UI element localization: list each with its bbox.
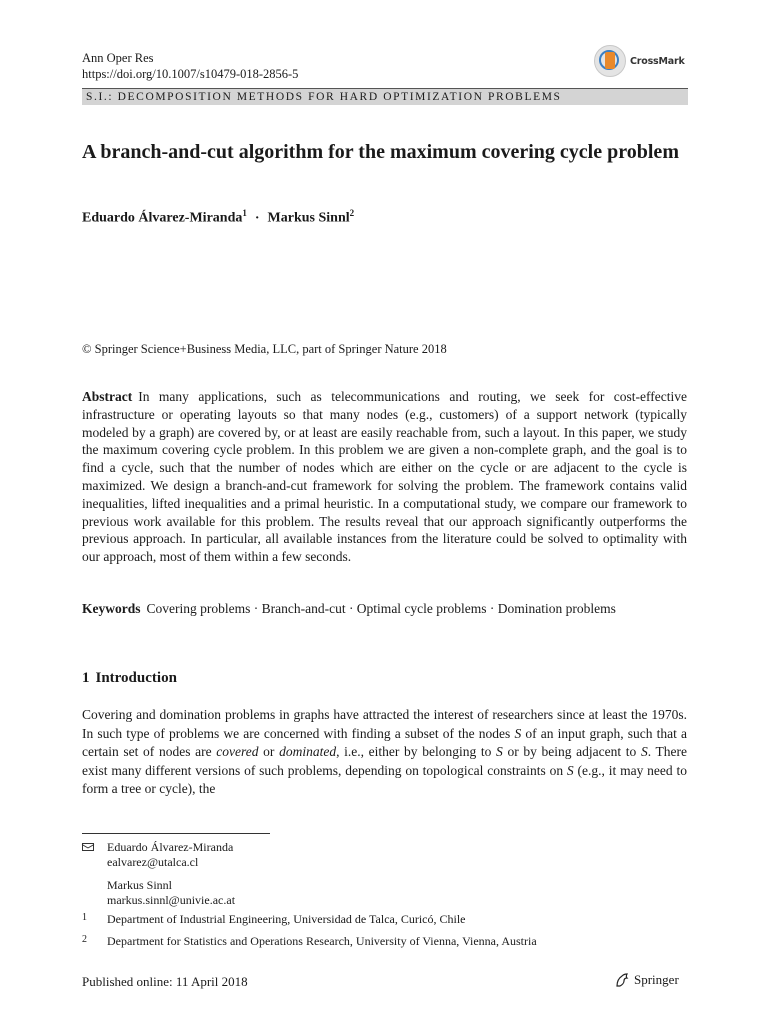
author-list xyxy=(82,208,354,227)
section-title: Introduction xyxy=(95,670,177,686)
intro-text: or xyxy=(258,744,280,759)
contact-email[interactable]: markus.sinnl@univie.ac.at xyxy=(107,893,236,907)
journal-name: Ann Oper Res xyxy=(82,51,154,65)
math-variable: S xyxy=(514,725,522,741)
author-name[interactable]: Markus Sinnl xyxy=(267,210,350,226)
affiliation-text: Department of Industrial Engineering, Universidad de Talca, Curicó, Chile xyxy=(107,912,466,926)
keywords-heading: Keywords xyxy=(82,601,141,616)
author-affiliation-mark: 2 xyxy=(349,208,355,218)
intro-text: , i.e., either by belonging to xyxy=(336,744,497,759)
emphasis: dominated xyxy=(279,744,337,759)
author-affiliation-mark: 1 xyxy=(242,208,247,218)
series-title: S.I.: DECOMPOSITION METHODS FOR HARD OPTIMIZATION PROBLEMS xyxy=(86,91,562,103)
intro-text: of an input graph, such that a certain set of nodes are xyxy=(82,725,687,759)
abstract xyxy=(82,388,687,566)
affiliation-number: 2 xyxy=(82,934,87,945)
crossmark-badge[interactable] xyxy=(594,44,694,78)
section-number: 1 xyxy=(82,670,90,686)
journal-header xyxy=(82,50,298,82)
intro-text: or by being adjacent to xyxy=(502,744,641,759)
affiliation-text: Department for Statistics and Operations Research, University of Vienna, Vienna, Austria xyxy=(107,934,537,948)
emphasis: covered xyxy=(216,744,259,759)
affiliation xyxy=(82,912,466,927)
author-separator: · xyxy=(254,210,260,226)
publisher-logo xyxy=(614,972,679,988)
footnote-divider xyxy=(82,833,270,834)
section-heading xyxy=(82,670,177,687)
envelope-icon xyxy=(82,843,94,851)
contact-name: Eduardo Álvarez-Miranda xyxy=(107,840,234,854)
springer-horse-icon xyxy=(614,972,630,988)
math-variable: S xyxy=(566,762,574,778)
keywords xyxy=(82,600,687,618)
intro-text: Covering and domination problems in graphs have attracted the interest of researchers since at least the 1970s. In such type of problems we are concerned with finding a subset of the nodes xyxy=(82,707,687,741)
abstract-heading: Abstract xyxy=(82,389,133,404)
publisher-name: Springer xyxy=(634,972,679,987)
doi-link[interactable]: https://doi.org/10.1007/s10479-018-2856-5 xyxy=(82,67,299,81)
paper-title: A branch-and-cut algorithm for the maximum covering cycle problem xyxy=(82,141,679,163)
published-date: Published online: 11 April 2018 xyxy=(82,974,248,989)
series-banner xyxy=(82,88,688,105)
affiliation-number: 1 xyxy=(82,912,87,923)
crossmark-icon xyxy=(594,45,626,77)
intro-text: (e.g., it may need to form a tree or cycle), the xyxy=(82,762,687,796)
keywords-text: Covering problems · Branch-and-cut · Optimal cycle problems · Domination problems xyxy=(146,601,616,616)
abstract-text: In many applications, such as telecommunications and routing, we seek for cost-effective infrastructure or operating layouts so that many nodes (e.g., customers) of a support network (typically modeled by a graph) are covered by, or at least are easily reachable from, such a layout. In this paper, we study the maximum covering cycle problem. In this problem we are given a non-complete graph, and the goal is to find a cycle, such that the number of nodes which are either on the cycle or are adjacent to the cycle is maximized. We design a branch-and-cut framework for solving the problem. The framework contains valid inequalities, lifted inequalities and a primal heuristic. In a computational study, we compare our framework to previous work available for this problem. The results reveal that our approach significantly outperforms the previous approach. In particular, all available instances from the literature could be solved to optimality with our approach, most of them within a few seconds. xyxy=(82,389,687,565)
contact-email[interactable]: ealvarez@utalca.cl xyxy=(107,855,199,869)
math-variable: S xyxy=(640,744,648,759)
copyright-notice: © Springer Science+Business Media, LLC, part of Springer Nature 2018 xyxy=(82,342,447,356)
math-variable: S xyxy=(496,744,503,759)
affiliation xyxy=(82,934,537,949)
contact-name: Markus Sinnl xyxy=(107,878,173,892)
author-name[interactable]: Eduardo Álvarez-Miranda xyxy=(82,210,243,226)
crossmark-label: CrossMark xyxy=(630,55,685,67)
intro-text: . There exist many different versions of such problems, depending on topological constraints on xyxy=(82,744,688,778)
intro-paragraph xyxy=(82,706,687,799)
